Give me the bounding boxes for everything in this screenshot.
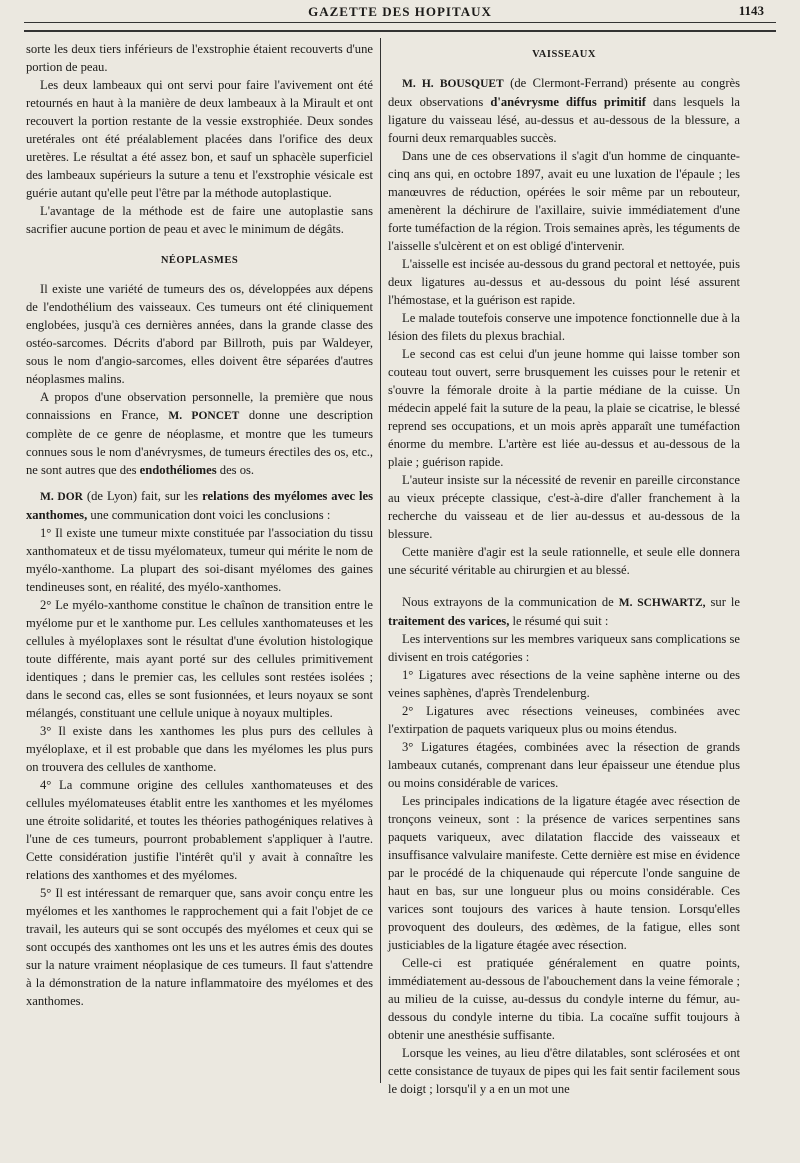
- paragraph: 5° Il est intéressant de remarquer que, sans avoir conçu entre les myélomes et les xanthomes le rapprochement qui a fait l'objet de ce travail, les auteurs qui se sont occupés des myélomes et ceux qui se sont occupés des xanthomes ont les uns et les autres émis des doutes sur la nature vraiment néoplasique de ces tumeurs. Il faut s'attendre à la démonstration de la nature inflammatoire des myélomes et des xanthomes.: [26, 886, 373, 1008]
- paragraph: 3° Il existe dans les xanthomes les plus purs des cellules à myéloplaxe, et il est probable que dans les myélomes les plus purs on trouvera des cellules de xanthome.: [26, 724, 373, 774]
- paragraph: sorte les deux tiers inférieurs de l'exstrophie étaient recouverts d'une portion de peau.: [26, 42, 373, 74]
- paragraph: Les deux lambeaux qui ont servi pour faire l'avivement ont été retournés en haut à la manière de deux lambeaux à la Mirault et ont recouvert la portion restante de la vessie exstrophiée. Deux sondes uretérales ont été préalablement placées dans l'orifice des deux uretères. Le résultat a été assez bon, et sauf un sphacèle superficiel des lambeaux supérieurs la suture a tenu et l'exstrophie vésicale est guérie autant qu'elle peut l'être par la méthode autoplastique.: [26, 78, 373, 200]
- paragraph: 2° Le myélo-xanthome constitue le chaînon de transition entre le myélome pur et le xanthome pur. Les cellules xanthomateuses et les cellules à myéloplaxes sont le résultat d'une évolution histologique toute différente, mais ayant porté sur des cellules primitivement identiques ; dans le premier cas, les cellules sont restées isolées ; dans le second cas, elles se sont fusionnées, et leurs noyaux se sont mélangés, constituant une cellule unique à noyaux multiples.: [26, 598, 373, 720]
- right-column: [388, 40, 740, 1096]
- page-number: 1143: [738, 3, 764, 18]
- column-divider: [380, 38, 381, 1083]
- paragraph: 4° La commune origine des cellules xanthomateuses et des cellules myélomateuses établit entre les xanthomes et les myélomes une étroite solidarité, et toutes les théories pathogéniques relatives à l'une de ces tumeurs, pourront probablement s'appliquer à l'autre. Cette considération justifie l'intérêt qu'il y avait à connaître les relations des xanthomes et des myélomes.: [26, 778, 373, 882]
- paragraph: L'avantage de la méthode est de faire une autoplastie sans sacrifier aucune portion de peau et avec le minimum de dégâts.: [26, 204, 373, 236]
- left-column: [26, 40, 373, 1080]
- paragraph: M. DOR (de Lyon) fait, sur les relations des myélomes avec les xanthomes, une communication dont voici les conclusions :: [26, 489, 373, 522]
- paragraph: Lorsque les veines, au lieu d'être dilatables, sont sclérosées et ont cette consistance de tuyaux de pipes qui les fait sentir facilement sous le doigt ; lorsqu'il y a en un mot une: [388, 1046, 740, 1096]
- author-name: M. DOR: [40, 491, 83, 503]
- paragraph: Le malade toutefois conserve une impotence fonctionnelle due à la lésion des filets du plexus brachial.: [388, 311, 740, 343]
- paragraph: 1° Il existe une tumeur mixte constituée par l'association du tissu xanthomateux et de tissu myélomateux, tumeur qui mérite le nom de myélo-xanthome. La plupart des soi-disant myélomes des gaines tendineuses sont, en réalité, des myélo-xanthomes.: [26, 526, 373, 594]
- paragraph: M. H. BOUSQUET (de Clermont-Ferrand) présente au congrès deux observations d'anévrysme diffus primitif dans lesquels la ligature du vaisseau lésé, au-dessus et au-dessous de la blessure, a fourni deux remarquables succès.: [388, 76, 740, 145]
- paragraph: Celle-ci est pratiquée généralement en quatre points, immédiatement au-dessous de l'abouchement dans la veine fémorale ; au milieu de la cuisse, au-dessus du condyle interne du fémur, au-dessous du condyle interne du tibia. La cocaïne suffit toujours à obtenir une anesthésie suffisante.: [388, 956, 740, 1042]
- paragraph: Les principales indications de la ligature étagée avec résection de tronçons veineux, sont : la présence de varices serpentines sans paquets variqueux, avec dilatation flaccide des vaisseaux et insuffisance valvulaire manifeste. Cette dernière est mise en évidence par le procédé de la chiquenaude qui répercute l'onde sanguine de haut en bas, sur une longueur plus ou moins considérable. Ces varices sont toujours des varices à haute tension. Lorsqu'elles provoquent des douleurs, des œdèmes, de la fatigue, elles sont justiciables de la ligature étagée avec résection.: [388, 794, 740, 952]
- header-rule: [24, 22, 776, 23]
- section-heading-vaisseaux: VAISSEAUX: [532, 49, 596, 60]
- paragraph: Les interventions sur les membres variqueux sans complications se divisent en trois catégories :: [388, 632, 740, 664]
- author-name: M. SCHWARTZ,: [618, 597, 706, 609]
- paragraph: A propos d'une observation personnelle, la première que nous connaissions en France, M. PONCET donne une description complète de ce genre de néoplasme, et montre que les tumeurs connues sous le nom d'anévrysmes, de tumeurs érectiles des os, etc., ne sont autres que des endothéliomes des os.: [26, 390, 373, 477]
- paragraph: L'auteur insiste sur la nécessité de revenir en pareille circonstance au vieux précepte classique, c'est-à-dire d'aller franchement à la recherche du vaisseau et de lier au-dessus et au-dessous de la blessure.: [388, 473, 740, 541]
- header-double-rule: [24, 30, 776, 32]
- paragraph: 1° Ligatures avec résections de la veine saphène interne ou des veines saphènes, d'après Trendelenburg.: [388, 668, 740, 700]
- paragraph: Nous extrayons de la communication de M. SCHWARTZ, sur le traitement des varices, le résumé qui suit :: [388, 595, 740, 628]
- paragraph: L'aisselle est incisée au-dessous du grand pectoral et nettoyée, puis deux ligatures au-dessus et au-dessous du point lésé assurent l'hémostase, et la guérison est rapide.: [388, 257, 740, 307]
- paragraph: 2° Ligatures avec résections veineuses, combinées avec l'extirpation de paquets variqueux plus ou moins étendus.: [388, 704, 740, 736]
- page-header: [20, 0, 780, 22]
- paragraph: Le second cas est celui d'un jeune homme qui laisse tomber son couteau tout ouvert, serre brusquement les cuisses pour le retenir et s'ouvre la fémorale droite à la partie médiane de la cuisse. Un médecin appelé fait la suture de la peau, la plaie se cicatrise, le blessé reprend ses occupations, et un mois après apparaît une tuméfaction énorme du membre. L'artère est liée au-dessus et au-dessous de la plaie ; guérison rapide.: [388, 347, 740, 469]
- author-name: M. PONCET: [168, 410, 240, 422]
- paragraph: Dans une de ces observations il s'agit d'un homme de cinquante-cinq ans qui, en octobre 1897, avait eu une luxation de l'épaule ; les manœuvres de réduction, opérées le soir même par un rebouteur, amenèrent la déchirure de l'axillaire, suivie immédiatement d'une forte tuméfaction de la région. Trois semaines après, les téguments de l'aisselle s'ulcèrent et on est obligé d'intervenir.: [388, 149, 740, 253]
- page-title: GAZETTE DES HOPITAUX: [308, 4, 492, 19]
- author-name: M. H. BOUSQUET: [402, 78, 504, 90]
- section-heading-neoplasmes: NÉOPLASMES: [160, 255, 239, 266]
- paragraph: 3° Ligatures étagées, combinées avec la résection de grands lambeaux cutanés, comprenant dans leur épaisseur une étendue plus ou moins considérable de varices.: [388, 740, 740, 790]
- paragraph: Cette manière d'agir est la seule rationnelle, et seule elle donnera une sécurité véritable au chirurgien et au blessé.: [388, 545, 740, 577]
- paragraph: Il existe une variété de tumeurs des os, développées aux dépens de l'endothélium des vaisseaux. Ces tumeurs ont été cliniquement englobées, jusqu'à ces dernières années, dans la grande classe des ostéo-sarcomes. Décrits d'abord par Billroth, puis par Waldeyer, sous le nom d'angio-sarcomes, elles doivent être séparées d'autres néoplasmes malins.: [26, 282, 373, 386]
